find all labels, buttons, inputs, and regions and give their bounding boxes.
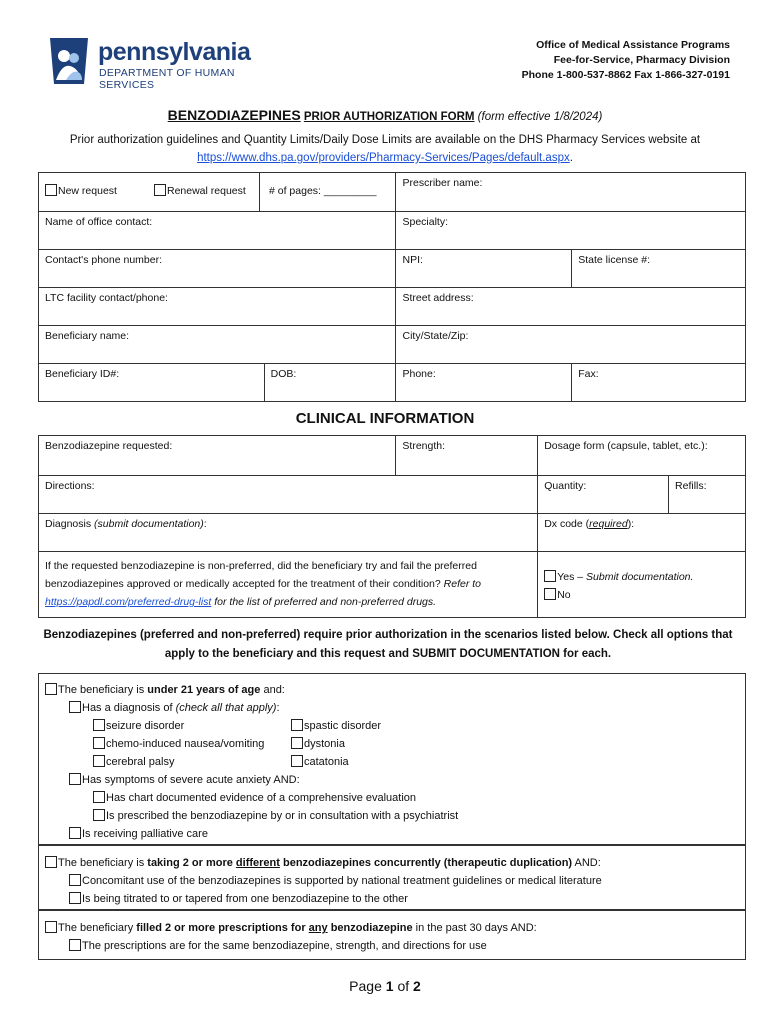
intro-period: . (569, 152, 573, 164)
no-label: No (557, 589, 571, 601)
page-current: 1 (385, 978, 394, 994)
concomitant-label: Concomitant use of the benzodiazepines is supported by national treatment guidelines or medical literature (82, 875, 602, 887)
preferred-drug-list-link[interactable]: https://papdl.com/preferred-drug-list (45, 596, 212, 608)
diagnosis-label: Diagnosis (45, 518, 92, 530)
catatonia-checkbox[interactable] (291, 755, 303, 767)
dystonia-option[interactable] (291, 737, 345, 750)
clinical-info-table (38, 435, 746, 618)
prescriptions-option[interactable] (45, 921, 537, 934)
request-info-table (38, 172, 746, 402)
titrated-option[interactable] (69, 892, 408, 905)
same-prescription-checkbox[interactable] (69, 939, 81, 951)
duplication-bold-underline: different (235, 857, 280, 869)
title-main: BENZODIAZEPINES (167, 107, 301, 123)
intro-text (0, 131, 770, 167)
phone-label: Phone: (402, 368, 436, 380)
preferred-question-line-2: benzodiazepines approved or medically accepted for the treatment of their condition? (45, 578, 441, 590)
dhs-logo (44, 36, 284, 91)
request-type-cell (39, 173, 396, 212)
cerebral-palsy-label: cerebral palsy (106, 756, 175, 768)
palliative-label: Is receiving palliative care (82, 828, 208, 840)
directions-field[interactable] (39, 476, 538, 514)
renewal-request-checkbox[interactable] (154, 184, 166, 196)
specialty-label: Specialty: (402, 216, 449, 228)
anxiety-label: Has symptoms of severe acute anxiety AND: (82, 774, 300, 786)
catatonia-label: catatonia (304, 756, 349, 768)
preferred-question-line-1: If the requested benzodiazepine is non-preferred, did the beneficiary try and fail the preferred (45, 560, 477, 572)
prescriber-name-field[interactable] (396, 173, 746, 212)
dystonia-checkbox[interactable] (291, 737, 303, 749)
duplication-bold-2: benzodiazepines concurrently (therapeutic duplication) (282, 857, 573, 869)
ltc-facility-field[interactable] (39, 288, 396, 326)
npi-label: NPI: (402, 254, 423, 266)
prescriptions-bold-1: filled 2 or more prescriptions for (136, 922, 306, 934)
same-prescription-option[interactable] (69, 939, 487, 952)
contact-phone-field[interactable] (39, 250, 396, 288)
prescriptions-checkbox[interactable] (45, 921, 57, 933)
contact-phone-label: Contact's phone number: (45, 254, 162, 266)
prescriptions-bold-underline: any (308, 922, 328, 934)
duplication-tail: AND: (574, 857, 601, 869)
office-info (522, 38, 730, 83)
dhs-pharmacy-link[interactable]: https://www.dhs.pa.gov/providers/Pharmacy-Services/Pages/default.aspx (197, 152, 570, 164)
under-21-checkbox[interactable] (45, 683, 57, 695)
seizure-checkbox[interactable] (93, 719, 105, 731)
catatonia-option[interactable] (291, 755, 349, 768)
same-prescription-label: The prescriptions are for the same benzodiazepine, strength, and directions for use (82, 940, 487, 952)
seizure-option[interactable] (93, 719, 184, 732)
preferred-refer-to: Refer to (443, 578, 482, 590)
npi-field[interactable] (396, 250, 572, 288)
preferred-answer-cell (538, 552, 746, 618)
street-address-field[interactable] (396, 288, 746, 326)
office-line-3: Phone 1-800-537-8862 Fax 1-866-327-0191 (521, 69, 730, 81)
under-21-lead: The beneficiary is (58, 684, 145, 696)
scenario-prescriptions (38, 910, 746, 960)
yes-option[interactable] (544, 568, 739, 586)
psychiatrist-label: Is prescribed the benzodiazepine by or in consultation with a psychiatrist (106, 810, 459, 822)
under-21-option[interactable] (45, 683, 285, 696)
directions-label: Directions: (45, 480, 95, 492)
intro-line: Prior authorization guidelines and Quantity Limits/Daily Dose Limits are available on the DHS Pharmacy Services website at (69, 134, 701, 146)
state-license-field[interactable] (572, 250, 746, 288)
clinical-info-heading: CLINICAL INFORMATION (295, 410, 475, 427)
dystonia-label: dystonia (304, 738, 345, 750)
renewal-request-option[interactable] (154, 184, 246, 197)
spastic-checkbox[interactable] (291, 719, 303, 731)
yes-label: Yes – (557, 571, 584, 583)
duplication-bold-1: taking 2 or more (147, 857, 233, 869)
notice-line-1: Benzodiazepines (preferred and non-preferred) require prior authorization in the scenarios listed below. Check all options that (43, 629, 733, 641)
city-state-zip-label: City/State/Zip: (402, 330, 469, 342)
duplication-checkbox[interactable] (45, 856, 57, 868)
city-state-zip-field[interactable] (396, 326, 746, 364)
chart-evidence-option[interactable] (93, 791, 416, 804)
dx-code-label: Dx code ( (544, 518, 590, 530)
pages-field[interactable]: # of pages: _________ (269, 185, 377, 197)
no-option[interactable] (544, 586, 739, 604)
chemo-label: chemo-induced nausea/vomiting (106, 738, 265, 750)
office-line-2: Fee-for-Service, Pharmacy Division (553, 54, 730, 66)
titrated-label: Is being titrated to or tapered from one benzodiazepine to the other (82, 893, 408, 905)
fax-field[interactable] (572, 364, 746, 402)
yes-note: Submit documentation. (586, 571, 694, 583)
title-effective: (form effective 1/8/2024) (477, 111, 603, 123)
prescriptions-bold-2: benzodiazepine (330, 922, 413, 934)
title-sub: PRIOR AUTHORIZATION FORM (303, 111, 475, 123)
street-address-label: Street address: (402, 292, 474, 304)
page-number (0, 978, 770, 994)
preferred-question-cell (39, 552, 538, 618)
cerebral-palsy-checkbox[interactable] (93, 755, 105, 767)
new-request-checkbox[interactable] (45, 184, 57, 196)
scenario-under-21 (38, 673, 746, 845)
dosage-form-field[interactable] (538, 436, 746, 476)
seizure-label: seizure disorder (106, 720, 185, 732)
page-of: of (397, 978, 410, 994)
concomitant-checkbox[interactable] (69, 874, 81, 886)
benzo-requested-field[interactable] (39, 436, 396, 476)
notice-line-2: apply to the beneficiary and this request and SUBMIT DOCUMENTATION for each. (164, 648, 612, 660)
dosage-form-label: Dosage form (capsule, tablet, etc.): (544, 440, 708, 452)
prescriptions-lead: The beneficiary (58, 922, 134, 934)
specialty-field[interactable] (396, 212, 746, 250)
no-checkbox[interactable] (544, 588, 556, 600)
beneficiary-id-field[interactable] (39, 364, 265, 402)
anxiety-checkbox[interactable] (69, 773, 81, 785)
under-21-bold: under 21 years of age (147, 684, 261, 696)
chart-evidence-label: Has chart documented evidence of a comprehensive evaluation (106, 792, 417, 804)
dx-close: ): (627, 518, 635, 530)
yes-checkbox[interactable] (544, 570, 556, 582)
keystone-logo-icon (44, 36, 94, 86)
beneficiary-name-label: Beneficiary name: (45, 330, 130, 342)
spastic-option[interactable] (291, 719, 381, 732)
page-word: Page (349, 978, 382, 994)
duplication-option[interactable] (45, 856, 601, 869)
preferred-question-line-3: for the list of preferred and non-preferred drugs. (214, 596, 437, 608)
logo-wordmark: pennsylvania (98, 38, 251, 66)
diagnosis-check-note: (check all that apply) (175, 702, 277, 714)
dob-field[interactable] (264, 364, 396, 402)
refills-field[interactable] (669, 476, 746, 514)
palliative-option[interactable] (69, 827, 208, 840)
new-request-label: New request (58, 185, 117, 197)
prescriptions-tail: in the past 30 days AND: (415, 922, 537, 934)
beneficiary-name-field[interactable] (39, 326, 396, 364)
dx-required-note: required (589, 518, 628, 530)
office-contact-field[interactable] (39, 212, 396, 250)
fax-label: Fax: (578, 368, 599, 380)
diagnosis-note: (submit documentation) (94, 518, 204, 530)
office-line-1: Office of Medical Assistance Programs (536, 39, 730, 51)
chemo-checkbox[interactable] (93, 737, 105, 749)
refills-label: Refills: (675, 480, 707, 492)
strength-field[interactable] (396, 436, 538, 476)
scenario-notice (38, 626, 738, 664)
renewal-request-label: Renewal request (167, 185, 246, 197)
diagnosis-check-colon: : (276, 702, 280, 714)
palliative-checkbox[interactable] (69, 827, 81, 839)
duplication-lead: The beneficiary is (58, 857, 145, 869)
strength-label: Strength: (402, 440, 446, 452)
cerebral-palsy-option[interactable] (93, 755, 174, 768)
spastic-label: spastic disorder (304, 720, 382, 732)
diagnosis-checkbox[interactable] (69, 701, 81, 713)
quantity-label: Quantity: (544, 480, 587, 492)
under-21-tail: and: (263, 684, 285, 696)
benzo-requested-label: Benzodiazepine requested: (45, 440, 173, 452)
diagnosis-field[interactable] (39, 514, 538, 552)
office-contact-label: Name of office contact: (45, 216, 153, 228)
new-request-option[interactable] (45, 184, 117, 197)
chemo-option[interactable] (93, 737, 264, 750)
logo-department: DEPARTMENT OF HUMAN SERVICES (99, 67, 235, 91)
psychiatrist-option[interactable] (93, 809, 458, 822)
state-license-label: State license #: (578, 254, 651, 266)
beneficiary-id-label: Beneficiary ID#: (45, 368, 120, 380)
dx-code-field[interactable] (538, 514, 746, 552)
quantity-field[interactable] (538, 476, 669, 514)
scenario-duplication (38, 845, 746, 910)
diagnosis-lead: Has a diagnosis of (82, 702, 173, 714)
psychiatrist-checkbox[interactable] (93, 809, 105, 821)
dob-label: DOB: (270, 368, 297, 380)
concomitant-option[interactable] (69, 874, 602, 887)
anxiety-option[interactable] (69, 773, 300, 786)
prescriber-name-label: Prescriber name: (402, 177, 483, 189)
phone-field[interactable] (396, 364, 572, 402)
titrated-checkbox[interactable] (69, 892, 81, 904)
diagnosis-option[interactable] (69, 701, 280, 714)
form-title (0, 107, 770, 123)
chart-evidence-checkbox[interactable] (93, 791, 105, 803)
ltc-facility-label: LTC facility contact/phone: (45, 292, 168, 304)
diagnosis-colon: : (203, 518, 207, 530)
page-total: 2 (413, 978, 421, 994)
